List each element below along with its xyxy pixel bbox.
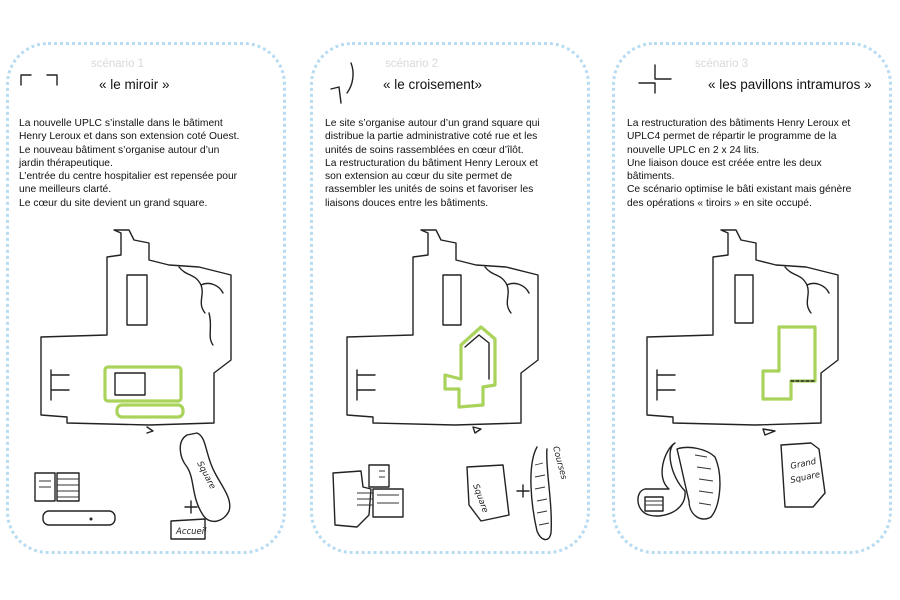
scenario-2-title: « le croisement»: [383, 77, 483, 92]
inner-courtyard: [115, 373, 145, 395]
description-line: La restructuration du bâtiment Henry Leroux et: [325, 157, 538, 169]
block-sketch: [43, 511, 115, 525]
description-line: jardin thérapeutique.: [19, 157, 113, 169]
description-line: une meilleurs clarté.: [19, 184, 112, 196]
hatch-pattern: [39, 479, 79, 497]
west-wing: [51, 370, 69, 400]
plus-icon: [517, 485, 529, 497]
description-line: UPLC4 permet de répartir le programme de la: [627, 131, 837, 143]
site-plan-outline: [347, 230, 538, 425]
scenario-1-title: « le miroir »: [99, 77, 170, 92]
garden-path: [179, 267, 223, 313]
building-block: [735, 275, 753, 323]
description-line: rassembler les unités de soins et favoriser les: [325, 184, 534, 196]
dot-mark: [90, 518, 93, 521]
plus-icon: [185, 501, 197, 513]
building-block: [465, 335, 489, 379]
square-label: Square: [789, 469, 822, 486]
description-line: L’entrée du centre hospitalier est repensée pour: [19, 171, 238, 183]
courses-path: [531, 447, 551, 540]
description-line: son extension au cœur du site permet de: [325, 171, 513, 183]
scenario-1-card: [6, 42, 286, 554]
description-line: La restructuration des bâtiments Henry Leroux et: [627, 118, 851, 129]
description-line: Le nouveau bâtiment s’organise autour d’un: [19, 144, 220, 156]
hatch-pattern: [695, 455, 713, 505]
block-sketch: [645, 497, 663, 511]
west-wing: [657, 370, 675, 400]
block-sketch: [369, 465, 389, 487]
courses-label: Courses: [550, 445, 569, 481]
description-line: Ce scénario optimise le bâti existant mais génère: [627, 184, 852, 196]
scenario-1-sketches: [9, 45, 289, 557]
scenario-3-title: « les pavillons intramuros »: [708, 77, 872, 92]
scenario-2-sketches: [313, 45, 593, 557]
accueil-label: Accueil: [176, 527, 207, 537]
scenario-1-label: scénario 1: [91, 58, 145, 70]
site-plan-outline: [41, 230, 231, 425]
entrance-arrow-icon: [147, 427, 153, 433]
garden-path: [485, 267, 529, 313]
description-line: des opérations « tiroirs » en site occupé.: [627, 197, 812, 209]
block-sketch: [677, 447, 720, 519]
scenario-2-label: scénario 2: [385, 58, 439, 70]
description-line: Le site s’organise autour d’un grand square qui: [325, 118, 540, 129]
description-line: Une liaison douce est créée entre les deux: [627, 157, 822, 169]
hatch-pattern: [357, 471, 399, 505]
entrance-arrow-icon: [763, 429, 775, 435]
description-line: Henry Leroux et dans son extension coté Ouest.: [19, 131, 240, 143]
description-line: liaisons douces entre les bâtiments.: [325, 197, 489, 209]
pavilions-highlight: [763, 327, 815, 399]
description-line: La nouvelle UPLC s’installe dans le bâtiment: [19, 118, 223, 129]
scenario-3-card: [612, 42, 892, 554]
square-label: Square: [194, 459, 218, 492]
corner-mark-icon: [331, 63, 353, 103]
corner-mark-icon: [639, 65, 671, 93]
scenario-3-label: scénario 3: [695, 58, 749, 70]
hatch-pattern: [535, 463, 549, 525]
description-line: Le cœur du site devient un grand square.: [19, 197, 208, 209]
west-wing: [357, 370, 375, 400]
building-block: [443, 275, 461, 325]
new-building-highlight: [105, 367, 181, 401]
building-block: [127, 275, 147, 325]
entrance-arrow-icon: [473, 427, 481, 433]
description-line: unités de soins rassemblées en cœur d’îlôt.: [325, 144, 524, 156]
scenario-3-sketches: [615, 45, 895, 557]
crossing-highlight: [445, 327, 495, 407]
grand-label: Grand: [789, 456, 818, 472]
description-line: bâtiments.: [627, 171, 675, 183]
scenario-2-card: [310, 42, 590, 554]
corner-mark-icon: [21, 75, 57, 85]
garden-path: [785, 267, 829, 313]
extension-highlight: [117, 405, 183, 417]
square-label: Square: [470, 482, 490, 515]
hatch-pattern: [645, 501, 663, 505]
description-line: distribue la partie administrative coté rue et les: [325, 131, 538, 143]
garden-path: [209, 313, 213, 345]
description-line: nouvelle UPLC en 2 x 24 lits.: [627, 144, 760, 156]
